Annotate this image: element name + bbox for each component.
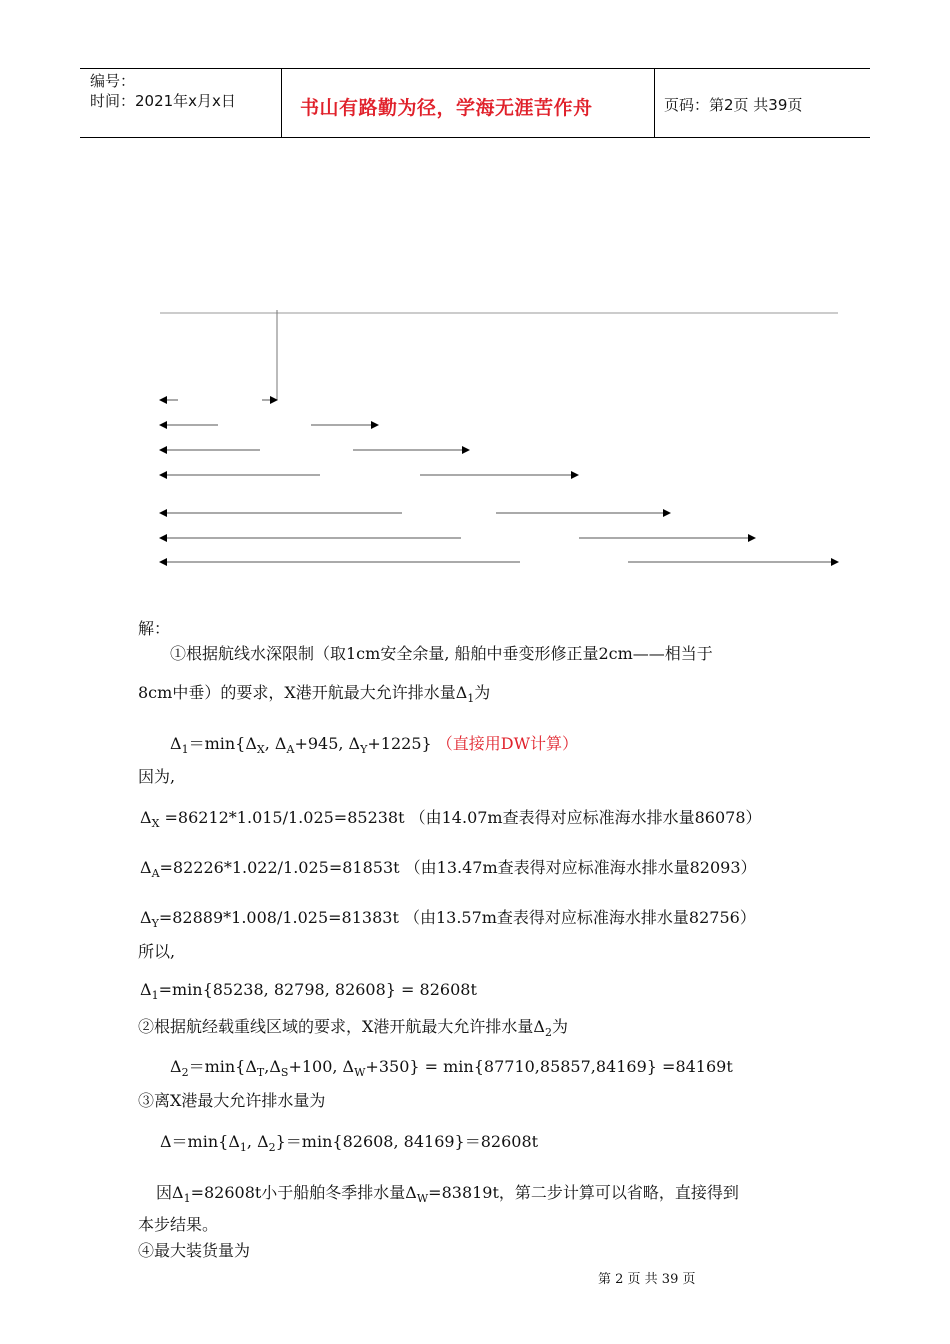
footer-page-number: 第 2 页 共 39 页	[598, 1272, 696, 1287]
paragraph-4-line-1: 因$\Delta_1=82608t$小于船舶冬季排水量$\Delta_W=83819t$，第二步计算可以省略，直接得到	[156, 1183, 739, 1205]
header-time-label: 时间：2021年x月x日	[90, 92, 236, 110]
arrow-diagram	[0, 0, 950, 600]
header-page-label: 页码：第2页 共39页	[664, 96, 803, 114]
paragraph-4-line-2: 本步结果。	[138, 1215, 219, 1234]
header-number-label: 编号：	[90, 72, 136, 90]
so-label: 所以,	[138, 942, 176, 961]
equation-note: （直接用DW计算）	[436, 734, 579, 753]
delta-x-line: $\Delta_X =86212*1.015/1.025=85238t$ （由14.07m查表得对应标准海水排水量86078）	[140, 808, 762, 830]
equation-delta-1: $\Delta_1=\min\{\Delta_X$, $\Delta_A+945$, $\Delta_Y+1225$} （直接用DW计算）	[170, 734, 579, 756]
solution-label: 解：	[138, 619, 171, 638]
delta-y-line: $\Delta_Y=82889*1.008/1.025=81383t$ （由13.57m查表得对应标准海水排水量82756）	[140, 908, 756, 930]
paragraph-2: ②根据航经载重线区域的要求，X港开航最大允许排水量$\Delta_2$为	[138, 1017, 568, 1039]
delta-1-result: $\Delta_1=\min\{85238$, 82798, 82608} = 82608t	[140, 980, 477, 1002]
equation-delta-2: $\Delta_2=\min\{\Delta_T,\Delta_S+100$, $\Delta_W+350\} = \min\{87710,85857,84169\} =84169t$	[170, 1057, 733, 1079]
paragraph-5: ④最大装货量为	[138, 1241, 251, 1260]
paragraph-3: ③离X港最大允许排水量为	[138, 1091, 326, 1110]
because-label: 因为,	[138, 767, 176, 786]
delta-a-line: $\Delta_A=82226*1.022/1.025=81853t$ （由13.47m查表得对应标准海水排水量82093）	[140, 858, 757, 880]
paragraph-1-line-2: 8cm中垂）的要求，X港开航最大允许排水量$\Delta_1$为	[138, 683, 491, 705]
header-motto: 书山有路勤为径，学海无涯苦作舟	[300, 97, 593, 119]
equation-delta-final: $\Delta=\min\{\Delta_1$, $\Delta_2\}=\min\{82608$, 84169}＝82608t	[160, 1132, 539, 1154]
paragraph-1-line-1: ①根据航线水深限制（取1cm安全余量, 船舶中垂变形修正量2cm——相当于	[170, 644, 713, 663]
